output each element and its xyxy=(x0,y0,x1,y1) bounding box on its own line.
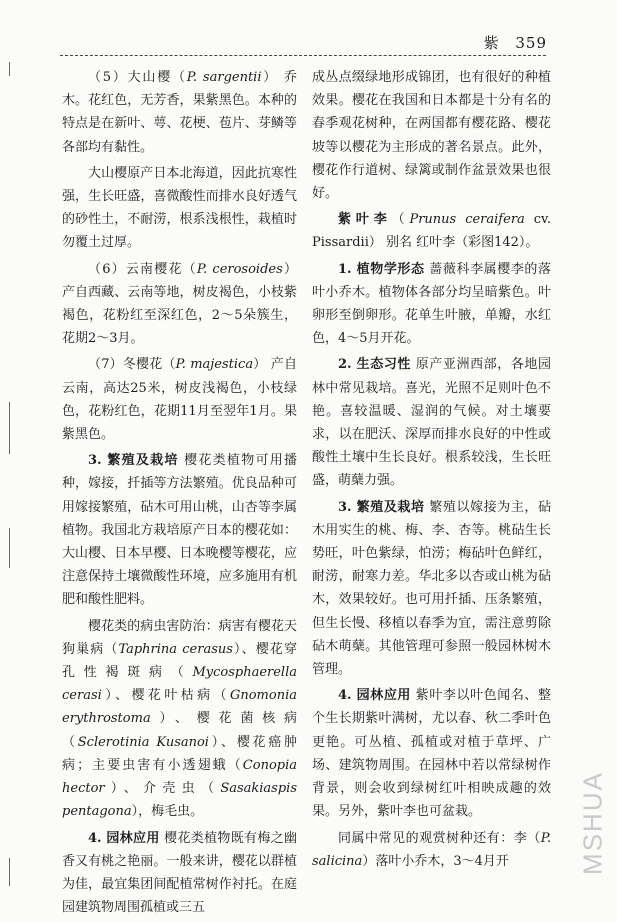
left-column xyxy=(62,66,297,922)
watermark: MSHUA xyxy=(577,771,608,875)
section-title: 紫 xyxy=(483,34,500,52)
scan-edge-mark xyxy=(9,62,10,76)
paragraph-landscape-use: 4. 园林应用 樱花类植物既有梅之幽香又有桃之艳丽。一般来讲，樱花以群植为佳，最宜集团间配植常树作衬托。在庭园建筑物周围孤植或三五 xyxy=(62,830,297,916)
page-number: 359 xyxy=(515,34,547,52)
scan-edge-mark xyxy=(9,858,10,886)
paragraph-landscape-use: 4. 园林应用 紫叶李以叶色闻名、整个生长期紫叶满树，尤以春、秋二季叶色更艳。可丛植、孤植或对植于草坪、广场、建筑物周围。在园林中若以常绿树作背景，则会收到绿树红叶相映成趣的效果。另外，紫叶李也可盆栽。 xyxy=(312,688,551,820)
paragraph-propagation: 3. 繁殖及栽培 樱花类植物可用播种，嫁接，扦插等方法繁殖。优良品种可用嫁接繁殖，砧木可用山桃，山杏等李属植物。我国北方栽培原产日本的樱花如：大山樱、日本早樱、日本晚樱等樱花，应注意保持土壤微酸性环境，应多施用有机肥和酸性肥料。 xyxy=(62,453,297,608)
page-header xyxy=(484,32,547,53)
paragraph-propagation: 3. 繁殖及栽培 繁殖以嫁接为主，砧木用实生的桃、梅、李、杏等。桃砧生长势旺，叶色紫绿，怕涝；梅砧叶色鲜红，耐涝，耐寒力差。华北多以杏或山桃为砧木，效果较好。也可用扦插、压条繁殖，但生长慢、移植以春季为宜，需注意剪除砧木萌蘖。其他管理可参照一般园林树木管理。 xyxy=(312,499,551,678)
header-rule xyxy=(60,55,546,56)
paragraph-ecology: 2. 生态习性 原产亚洲西部，各地园林中常见栽培。喜光，光照不足则叶色不艳。喜较温暖、湿润的气候。对土壤要求，以在肥沃、深厚而排水良好的中性或酸性土壤中生长良好。根系较浅，生长旺盛，萌蘖力强。 xyxy=(312,357,551,489)
paragraph-yunnan-ying-hua: （6）云南樱花（P. cerosoides） 产自西藏、云南等地，树皮褐色，小枝紫褐色，花粉红至深红色，2～5朵簇生，花期2～3月。 xyxy=(62,261,297,347)
paragraph-pests: 樱花类的病虫害防治：病害有樱花天狗巢病（Taphrina cerasus）、樱花穿孔性褐斑病（Mycosphaerella cerasi）、樱花叶枯病（Gnomonia erythrostoma）、樱花菌核病（Sclerotinia Kusanoi）、樱花癌肿病；主要虫害有小透翅蛾（Conopia hector）、介壳虫（Sasakiaspis pentagona），梅毛虫。 xyxy=(62,618,297,820)
paragraph-dong-ying-hua: （7）冬樱花（P. majestica） 产自云南，高达25米，树皮浅褐色，小枝绿色，花粉红色，花期11月至翌年1月。果紫黑色。 xyxy=(62,357,297,443)
paragraph-related-species: 同属中常见的观赏树种还有：李（P. salicina）落叶小乔木，3～4月开 xyxy=(312,830,551,869)
paragraph-morphology: 1. 植物学形态 蔷薇科李属樱李的落叶小乔木。植物体各部分均呈暗紫色。叶卵形至倒卵形。花单生叶腋，单瓣，水红色，4～5月开花。 xyxy=(312,261,551,347)
scan-edge-mark xyxy=(9,528,10,568)
paragraph-continued: 成丛点缀绿地形成锦团，也有很好的种植效果。樱花在我国和日本都是十分有名的春季观花树种，在两国都有樱花路、樱花坡等以樱花为主形成的著名景点。此外，樱花作行道树、绿篱或制作盆景效果也很好。 xyxy=(312,70,551,202)
paragraph-da-shan-ying: （5）大山樱（P. sargentii） 乔木。花红色，无芳香，果紫黑色。本种的特点是在新叶、萼、花梗、苞片、芽鳞等各部均有黏性。 xyxy=(62,70,297,155)
paragraph-da-shan-ying-habit: 大山樱原产日本北海道，因此抗寒性强，生长旺盛，喜微酸性而排水良好透气的砂性土，不耐涝，根系浅根性，栽植时勿覆土过厚。 xyxy=(62,165,297,251)
scan-edge-mark xyxy=(9,402,10,454)
entry-heading-zi-ye-li: 紫叶李（Prunus ceraifera cv. Pissardii） 别名 红叶李（彩图142）。 xyxy=(312,212,551,251)
right-column xyxy=(312,66,551,876)
